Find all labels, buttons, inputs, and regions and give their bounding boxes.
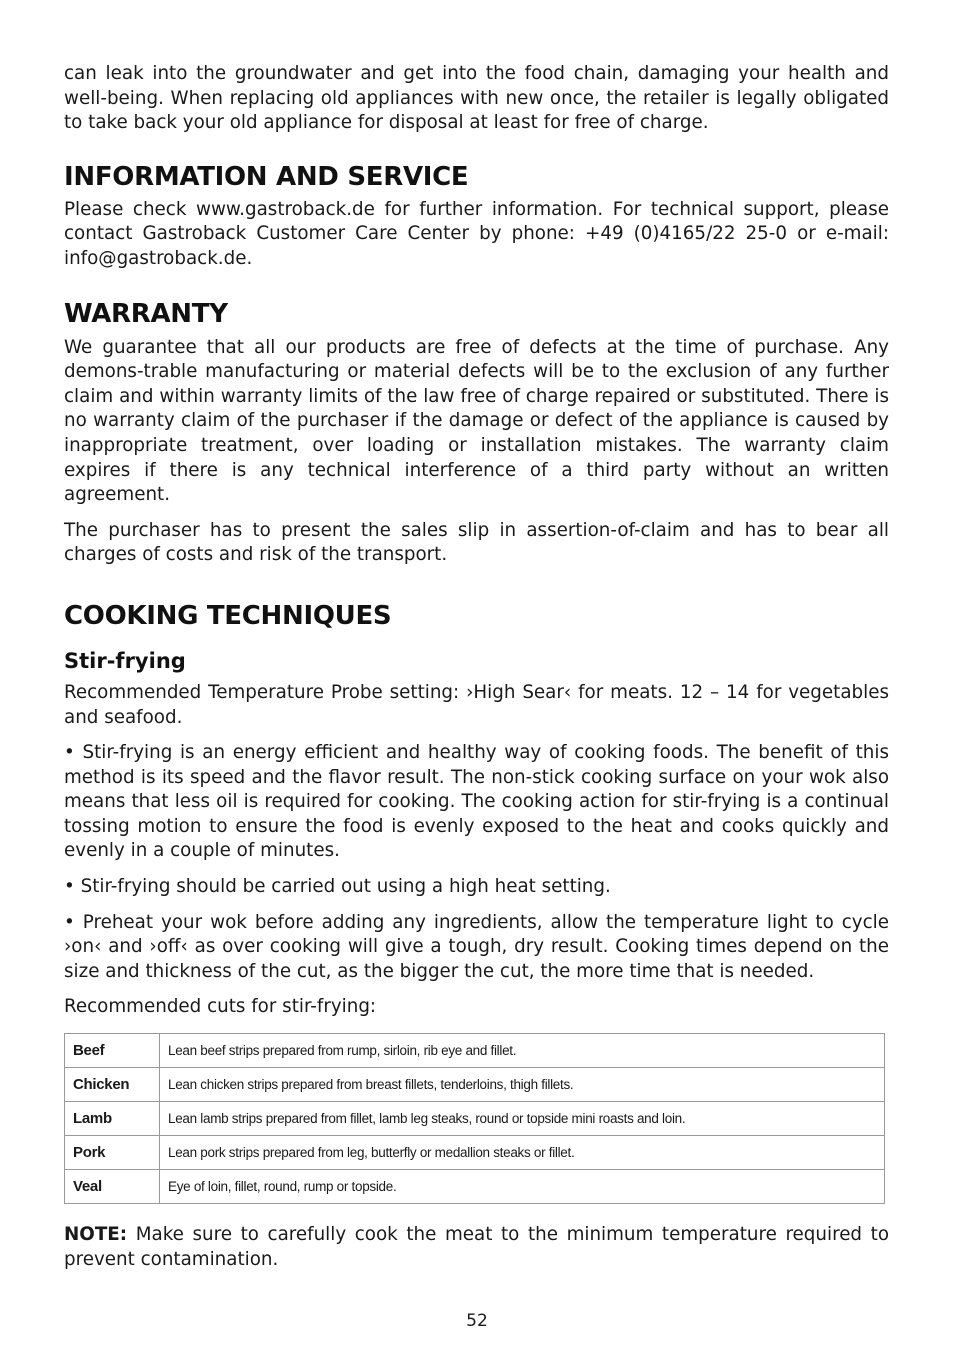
recommended-cuts-intro: Recommended cuts for stir-frying: <box>64 996 377 1018</box>
cut-description-cell: Lean chicken strips prepared from breast fillets, tenderloins, thigh fillets. <box>160 1068 885 1102</box>
warranty-paragraph-2: The purchaser has to present the sales slip in assertion-of-claim and has to bear all charges of costs and risk of the transport. <box>64 519 889 566</box>
cut-name-cell: Veal <box>65 1170 160 1204</box>
table-row <box>65 1136 885 1170</box>
cut-name-cell: Chicken <box>65 1068 160 1102</box>
page-number: 52 <box>466 1311 488 1331</box>
recommended-cuts-table <box>64 1033 885 1204</box>
cooking-techniques-heading: COOKING TECHNIQUES <box>64 600 392 631</box>
warranty-heading: WARRANTY <box>64 298 228 329</box>
cut-name-cell: Beef <box>65 1034 160 1068</box>
bullet-high-heat: • Stir-frying should be carried out using a high heat setting. <box>64 876 611 898</box>
note-label: NOTE: <box>64 1224 128 1246</box>
cut-description-cell: Eye of loin, fillet, round, rump or topside. <box>160 1170 885 1204</box>
cut-name-cell: Lamb <box>65 1102 160 1136</box>
note-text: Make sure to carefully cook the meat to the minimum temperature required to prevent contamination. <box>64 1224 889 1270</box>
cut-description-cell: Lean lamb strips prepared from fillet, lamb leg steaks, round or topside mini roasts and loin. <box>160 1102 885 1136</box>
warranty-paragraph-1: We guarantee that all our products are free of defects at the time of purchase. Any demons-trable manufacturing or material defects will be to the exclusion of any further claim and within warranty limits of the law free of charge repaired or substituted. There is no warranty claim of the purchaser if the damage or defect of the appliance is caused by inappropriate treatment, over loading or installation mistakes. The warranty claim expires if there is any technical interference of a third party without an written agreement. <box>64 336 889 506</box>
cut-description-cell: Lean beef strips prepared from rump, sirloin, rib eye and fillet. <box>160 1034 885 1068</box>
cut-name-cell: Pork <box>65 1136 160 1170</box>
intro-continuation-paragraph: can leak into the groundwater and get into the food chain, damaging your health and well-being. When replacing old appliances with new once, the retailer is legally obligated to take back your old appliance for disposal at least for free of charge. <box>64 63 889 134</box>
cut-description-cell: Lean pork strips prepared from leg, butterfly or medallion steaks or fillet. <box>160 1136 885 1170</box>
note-paragraph <box>64 1223 889 1272</box>
page-content <box>64 62 889 1272</box>
temperature-setting-paragraph: Recommended Temperature Probe setting: ›High Sear‹ for meats. 12 – 14 for vegetables and seafood. <box>64 681 889 728</box>
table-row <box>65 1102 885 1136</box>
bullet-preheat: • Preheat your wok before adding any ingredients, allow the temperature light to cycle ›on‹ and ›off‹ as over cooking will give a tough, dry result. Cooking times depend on the size and thickness of the cut, as the bigger the cut, the more time that is needed. <box>64 911 889 982</box>
bullet-energy-efficient: • Stir-frying is an energy efficient and healthy way of cooking foods. The benefit of this method is its speed and the flavor result. The non-stick cooking surface on your wok also means that less oil is required for cooking. The cooking action for stir-frying is a continual tossing motion to ensure the food is evenly exposed to the heat and cooks quickly and evenly in a couple of minutes. <box>64 742 889 862</box>
table-row <box>65 1068 885 1102</box>
stir-frying-subheading: Stir-frying <box>64 648 186 673</box>
table-row <box>65 1170 885 1204</box>
info-service-paragraph: Please check www.gastroback.de for further information. For technical support, please contact Gastroback Customer Care Center by phone: +49 (0)4165/22 25-0 or e-mail: info@gastroback.de. <box>64 198 889 269</box>
info-service-heading: INFORMATION AND SERVICE <box>64 161 469 192</box>
table-row <box>65 1034 885 1068</box>
